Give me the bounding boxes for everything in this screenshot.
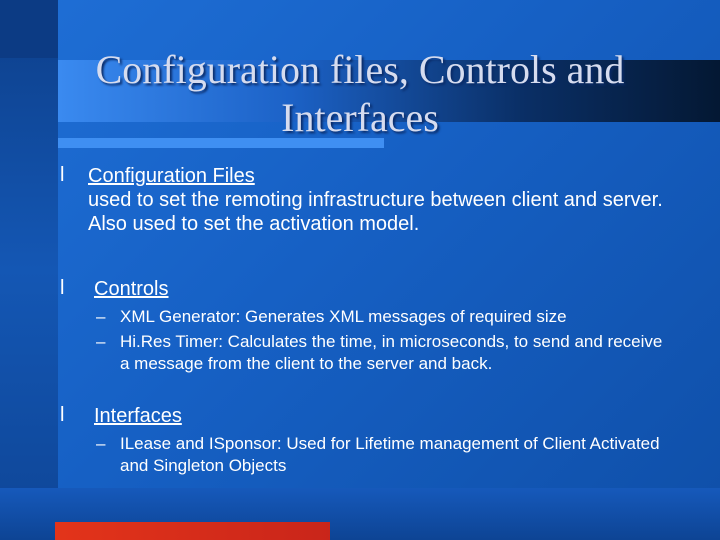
sub-item-text: Hi.Res Timer: Calculates the time, in microseconds, to send and receive a message from the client to the server and back. [120,332,663,373]
bullet-heading: Interfaces [94,405,182,427]
sub-marker: – [96,434,106,453]
bullet-heading: Configuration Files [88,165,255,187]
slide-title-line-2: Interfaces [281,95,439,140]
bullet-interfaces [60,404,680,428]
sub-item [96,306,666,328]
bullet-marker: l [60,404,65,426]
sub-marker: – [96,307,106,326]
bullet-configuration-files [60,164,680,236]
sub-marker: – [96,332,106,351]
sub-item-text: XML Generator: Generates XML messages of required size [120,307,567,326]
bullet-controls [60,277,680,301]
bullet-marker: l [60,164,65,186]
slide-title-line-1: Configuration files, Controls and [95,47,625,92]
bullet-marker: l [60,277,65,299]
sub-item-text: ILease and ISponsor: Used for Lifetime management of Client Activated and Singleton Objects [120,434,660,475]
sub-item [96,433,666,477]
red-accent-bar [55,522,330,540]
bullet-heading: Controls [94,278,169,300]
sub-item [96,331,666,375]
slide-title [40,46,680,142]
bullet-body: used to set the remoting infrastructure between client and server. Also used to set the activation model. [88,189,663,235]
